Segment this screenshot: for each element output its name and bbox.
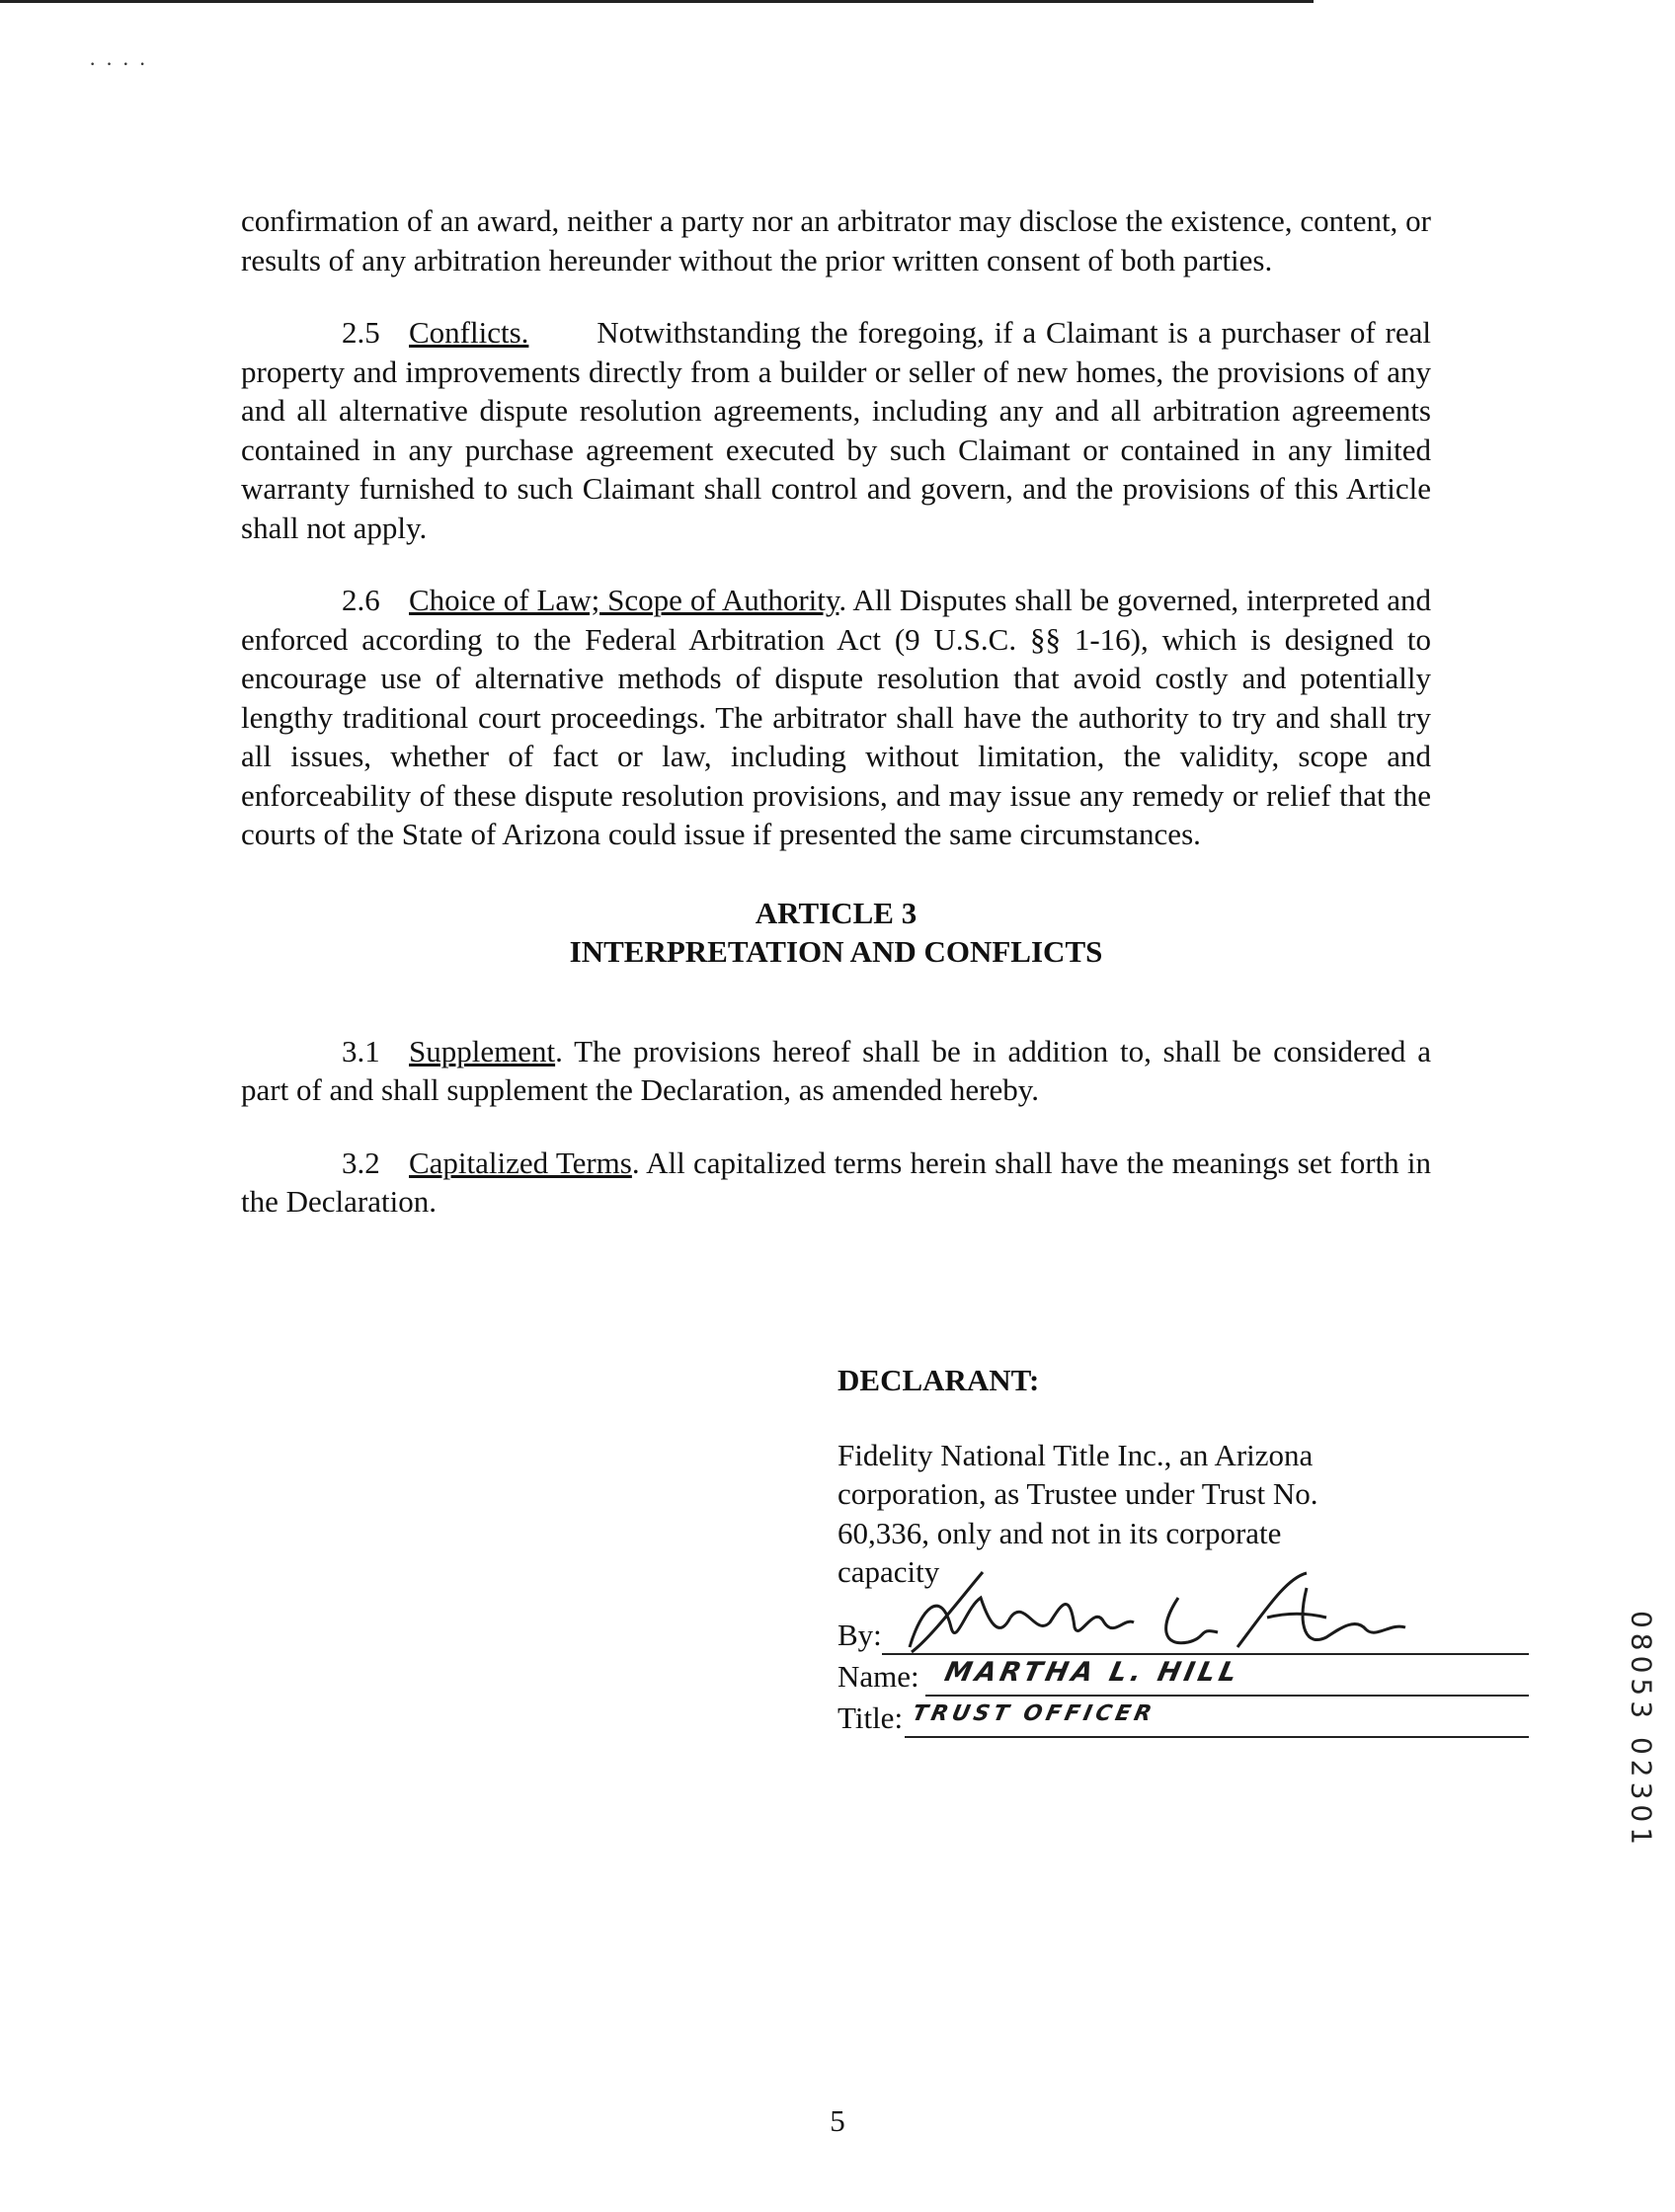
name-field[interactable]: [925, 1657, 1529, 1697]
section-body: . All Disputes shall be governed, interpreted and enforced according to the Federal Arbitration Act (9 U.S.C. §§ 1-16), which is designed to encourage use of alternative methods of dispute resolution that avoid costly and potentially lengthy traditional court proceedings. The arbitrator shall have the authority to try and shall try all issues, whether of fact or law, including without limitation, the validity, scope and enforceability of these dispute resolution provisions, and may issue any remedy or relief that the courts of the State of Arizona could issue if presented the same circumstances.: [241, 583, 1432, 851]
trustee-line: capacity: [838, 1554, 940, 1589]
name-label: Name:: [838, 1659, 919, 1694]
document-body: [241, 201, 1431, 1222]
section-number: 2.5: [342, 315, 380, 350]
section-body: Notwithstanding the foregoing, if a Claimant is a purchaser of real property and improvements directly from a builder or seller of new homes, the provisions of any and all alternative dispute resolution agreements, including any and all arbitration agreements contained in any purchase agreement executed by such Claimant or contained in any limited warranty furnished to such Claimant shall control and govern, and the provisions of this Article shall not apply.: [241, 315, 1431, 545]
continuation-paragraph: confirmation of an award, neither a party nor an arbitrator may disclose the existence, content, or results of any arbitration hereunder without the prior written consent of both parties.: [241, 203, 1431, 277]
section-number: 3.1: [342, 1033, 380, 1068]
article-title: INTERPRETATION AND CONFLICTS: [569, 933, 1103, 969]
signature-block: [838, 1361, 1529, 1738]
page-number: 5: [830, 2103, 845, 2138]
section-body: . All capitalized terms herein shall have the meanings set forth in the Declaration.: [241, 1145, 1431, 1219]
section-3-1: [241, 1032, 1431, 1110]
signature-line-title: [838, 1697, 1529, 1738]
section-2-6: [241, 581, 1431, 854]
declarant-label: DECLARANT:: [838, 1363, 1040, 1397]
section-heading: Capitalized Terms: [409, 1145, 632, 1180]
title-field[interactable]: [905, 1702, 1529, 1738]
by-label: By:: [838, 1618, 882, 1652]
section-number: 2.6: [342, 583, 380, 617]
scan-specks: · · · ·: [89, 51, 148, 76]
title-label: Title:: [838, 1700, 904, 1735]
section-number: 3.2: [342, 1145, 380, 1180]
signature-line-by: [838, 1614, 1529, 1655]
bates-stamp: [1622, 1592, 1661, 1868]
signature-line-name: [838, 1655, 1529, 1697]
section-heading: Choice of Law; Scope of Authority: [409, 583, 839, 617]
handwritten-title: TRUST OFFICER: [910, 1701, 1158, 1726]
section-heading: Supplement: [409, 1033, 556, 1068]
signature-field[interactable]: [882, 1620, 1529, 1655]
bates-number: 08053 02301: [1625, 1610, 1658, 1851]
article-number: ARTICLE 3: [755, 895, 917, 930]
handwritten-signature: [892, 1568, 1415, 1657]
trustee-line: Fidelity National Title Inc., an Arizona: [838, 1437, 1314, 1472]
section-heading: Conflicts.: [409, 315, 529, 350]
top-scan-rule: [0, 0, 1314, 3]
trustee-line: corporation, as Trustee under Trust No.: [838, 1476, 1318, 1511]
trustee-line: 60,336, only and not in its corporate: [838, 1515, 1282, 1550]
section-2-5: [241, 313, 1431, 547]
article-heading: [241, 894, 1431, 971]
handwritten-name: MARTHA L. HILL: [941, 1657, 1243, 1688]
section-3-2: [241, 1144, 1431, 1222]
section-body: . The provisions hereof shall be in addition to, shall be considered a part of and shall supplement the Declaration, as amended hereby.: [241, 1033, 1431, 1107]
